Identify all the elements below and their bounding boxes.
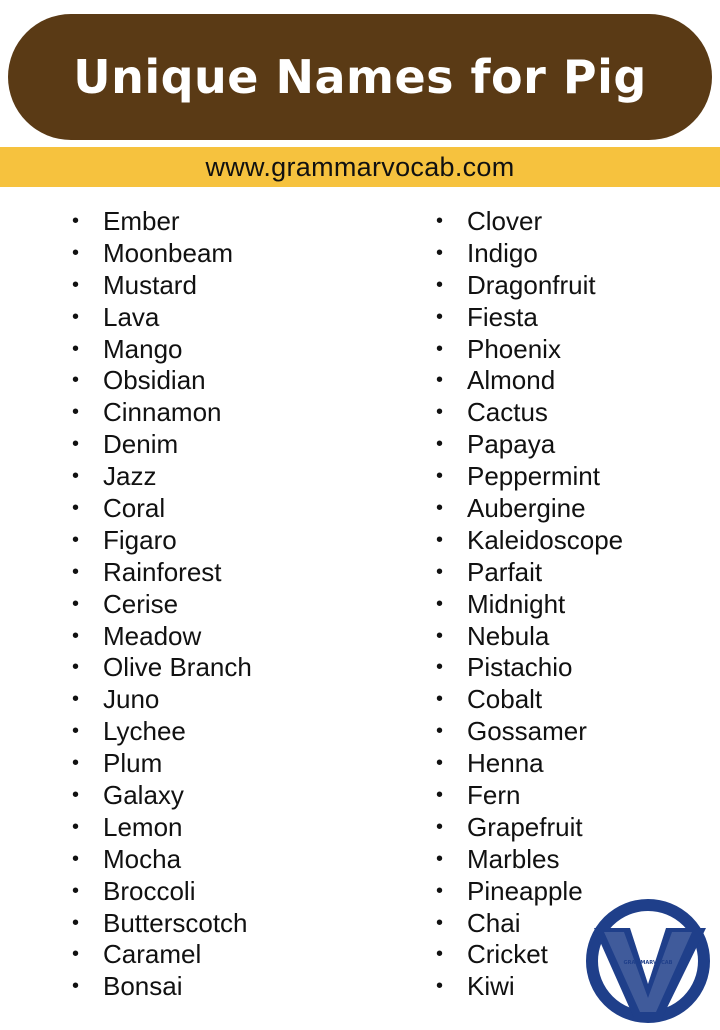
name-text: Peppermint: [467, 461, 600, 492]
bullet-icon: •: [436, 401, 444, 424]
name-text: Parfait: [467, 556, 543, 587]
name-item: [72, 525, 252, 557]
name-text: Fern: [467, 780, 521, 811]
bullet-icon: •: [436, 433, 444, 456]
name-item: [436, 429, 623, 461]
bullet-icon: •: [72, 847, 80, 870]
bullet-icon: •: [436, 752, 444, 775]
name-item: [72, 302, 252, 334]
name-text: Gossamer: [467, 716, 587, 747]
bullet-icon: •: [436, 624, 444, 647]
name-text: Cricket: [467, 939, 548, 970]
name-item: [72, 365, 252, 397]
bullet-icon: •: [72, 656, 80, 679]
name-item: [72, 844, 252, 876]
name-item: [436, 621, 623, 653]
name-item: [72, 206, 252, 238]
name-text: Aubergine: [467, 493, 586, 524]
bullet-icon: •: [436, 305, 444, 328]
name-text: Lava: [103, 301, 160, 332]
bullet-icon: •: [72, 688, 80, 711]
name-item: [436, 334, 623, 366]
bullet-icon: •: [72, 433, 80, 456]
bullet-icon: •: [72, 624, 80, 647]
name-item: [436, 461, 623, 493]
bullet-icon: •: [436, 528, 444, 551]
name-text: Plum: [103, 748, 163, 779]
name-text: Broccoli: [103, 875, 196, 906]
name-item: [436, 748, 623, 780]
name-item: [72, 652, 252, 684]
bullet-icon: •: [436, 560, 444, 583]
bullet-icon: •: [72, 784, 80, 807]
name-text: Mustard: [103, 269, 197, 300]
name-item: [72, 876, 252, 908]
name-item: [72, 461, 252, 493]
bullet-icon: •: [72, 879, 80, 902]
name-text: Olive Branch: [103, 652, 252, 683]
name-text: Dragonfruit: [467, 269, 596, 300]
name-text: Coral: [103, 493, 166, 524]
name-item: [436, 270, 623, 302]
name-text: Cerise: [103, 588, 179, 619]
bullet-icon: •: [72, 528, 80, 551]
bullet-icon: •: [72, 241, 80, 264]
bullet-icon: •: [436, 688, 444, 711]
bullet-icon: •: [72, 815, 80, 838]
name-text: Meadow: [103, 620, 202, 651]
name-item: [72, 908, 252, 940]
name-text: Denim: [103, 429, 179, 460]
name-item: [436, 302, 623, 334]
name-text: Midnight: [467, 588, 566, 619]
bullet-icon: •: [436, 784, 444, 807]
name-item: [436, 844, 623, 876]
names-list-left: [72, 206, 252, 1003]
bullet-icon: •: [436, 210, 444, 232]
name-text: Mocha: [103, 843, 182, 874]
bullet-icon: •: [72, 943, 80, 966]
name-text: Papaya: [467, 429, 556, 460]
name-text: Grapefruit: [467, 811, 583, 842]
bullet-icon: •: [72, 560, 80, 583]
name-item: [436, 780, 623, 812]
name-item: [72, 716, 252, 748]
bullet-icon: •: [72, 911, 80, 934]
name-item: [72, 270, 252, 302]
name-text: Kaleidoscope: [467, 524, 624, 555]
name-text: Chai: [467, 907, 521, 938]
bullet-icon: •: [436, 943, 444, 966]
name-item: [72, 429, 252, 461]
name-text: Pineapple: [467, 875, 583, 906]
bullet-icon: •: [436, 241, 444, 264]
name-text: Clover: [467, 206, 543, 236]
name-item: [72, 748, 252, 780]
bullet-icon: •: [72, 752, 80, 775]
bullet-icon: •: [72, 210, 80, 232]
name-text: Nebula: [467, 620, 550, 651]
name-text: Figaro: [103, 524, 177, 555]
name-item: [72, 334, 252, 366]
name-text: Juno: [103, 684, 160, 715]
bullet-icon: •: [72, 975, 80, 998]
name-item: [72, 780, 252, 812]
bullet-icon: •: [72, 337, 80, 360]
bullet-icon: •: [436, 879, 444, 902]
name-item: [436, 493, 623, 525]
name-text: Mango: [103, 333, 183, 364]
bullet-icon: •: [72, 273, 80, 296]
url-band: [0, 147, 720, 187]
name-text: Caramel: [103, 939, 202, 970]
name-text: Bonsai: [103, 971, 183, 1002]
name-text: Butterscotch: [103, 907, 248, 938]
website-url: www.grammarvocab.com: [205, 151, 515, 182]
names-list-right: [436, 206, 623, 1003]
name-text: Moonbeam: [103, 237, 234, 268]
name-item: [72, 971, 252, 1003]
name-text: Kiwi: [467, 971, 515, 1002]
bullet-icon: •: [436, 337, 444, 360]
bullet-icon: •: [436, 911, 444, 934]
name-text: Ember: [103, 206, 180, 236]
name-text: Jazz: [103, 461, 157, 492]
bullet-icon: •: [72, 401, 80, 424]
name-text: Cinnamon: [103, 397, 222, 428]
bullet-icon: •: [436, 273, 444, 296]
bullet-icon: •: [436, 847, 444, 870]
name-text: Phoenix: [467, 333, 561, 364]
name-item: [72, 812, 252, 844]
name-item: [436, 652, 623, 684]
bullet-icon: •: [72, 465, 80, 488]
title-banner: [8, 14, 712, 140]
name-item: [72, 684, 252, 716]
name-item: [436, 206, 623, 238]
name-item: [436, 716, 623, 748]
name-item: [72, 493, 252, 525]
name-text: Marbles: [467, 843, 560, 874]
name-item: [72, 621, 252, 653]
name-item: [436, 397, 623, 429]
bullet-icon: •: [436, 656, 444, 679]
name-text: Obsidian: [103, 365, 206, 396]
name-text: Pistachio: [467, 652, 573, 683]
name-text: Galaxy: [103, 780, 184, 811]
name-text: Lemon: [103, 811, 183, 842]
bullet-icon: •: [436, 497, 444, 520]
name-text: Indigo: [467, 237, 538, 268]
name-item: [72, 238, 252, 270]
name-item: [72, 939, 252, 971]
name-text: Almond: [467, 365, 556, 396]
name-text: Henna: [467, 748, 544, 779]
bullet-icon: •: [72, 592, 80, 615]
name-item: [436, 525, 623, 557]
name-item: [72, 557, 252, 589]
logo-text: GRAMMARVOCAB: [623, 960, 673, 966]
bullet-icon: •: [436, 592, 444, 615]
name-item: [436, 589, 623, 621]
bullet-icon: •: [436, 975, 444, 998]
name-item: [436, 684, 623, 716]
name-item: [436, 557, 623, 589]
name-text: Cactus: [467, 397, 548, 428]
bullet-icon: •: [436, 815, 444, 838]
name-item: [72, 397, 252, 429]
name-text: Fiesta: [467, 301, 538, 332]
name-text: Rainforest: [103, 556, 222, 587]
bullet-icon: •: [436, 369, 444, 392]
bullet-icon: •: [72, 369, 80, 392]
bullet-icon: •: [72, 305, 80, 328]
name-text: Cobalt: [467, 684, 543, 715]
bullet-icon: •: [436, 720, 444, 743]
gv-logo-icon: [584, 898, 712, 1024]
name-item: [436, 365, 623, 397]
bullet-icon: •: [72, 497, 80, 520]
name-item: [436, 238, 623, 270]
name-item: [436, 812, 623, 844]
bullet-icon: •: [72, 720, 80, 743]
page-title: Unique Names for Pig: [73, 50, 647, 104]
name-item: [72, 589, 252, 621]
bullet-icon: •: [436, 465, 444, 488]
name-text: Lychee: [103, 716, 186, 747]
